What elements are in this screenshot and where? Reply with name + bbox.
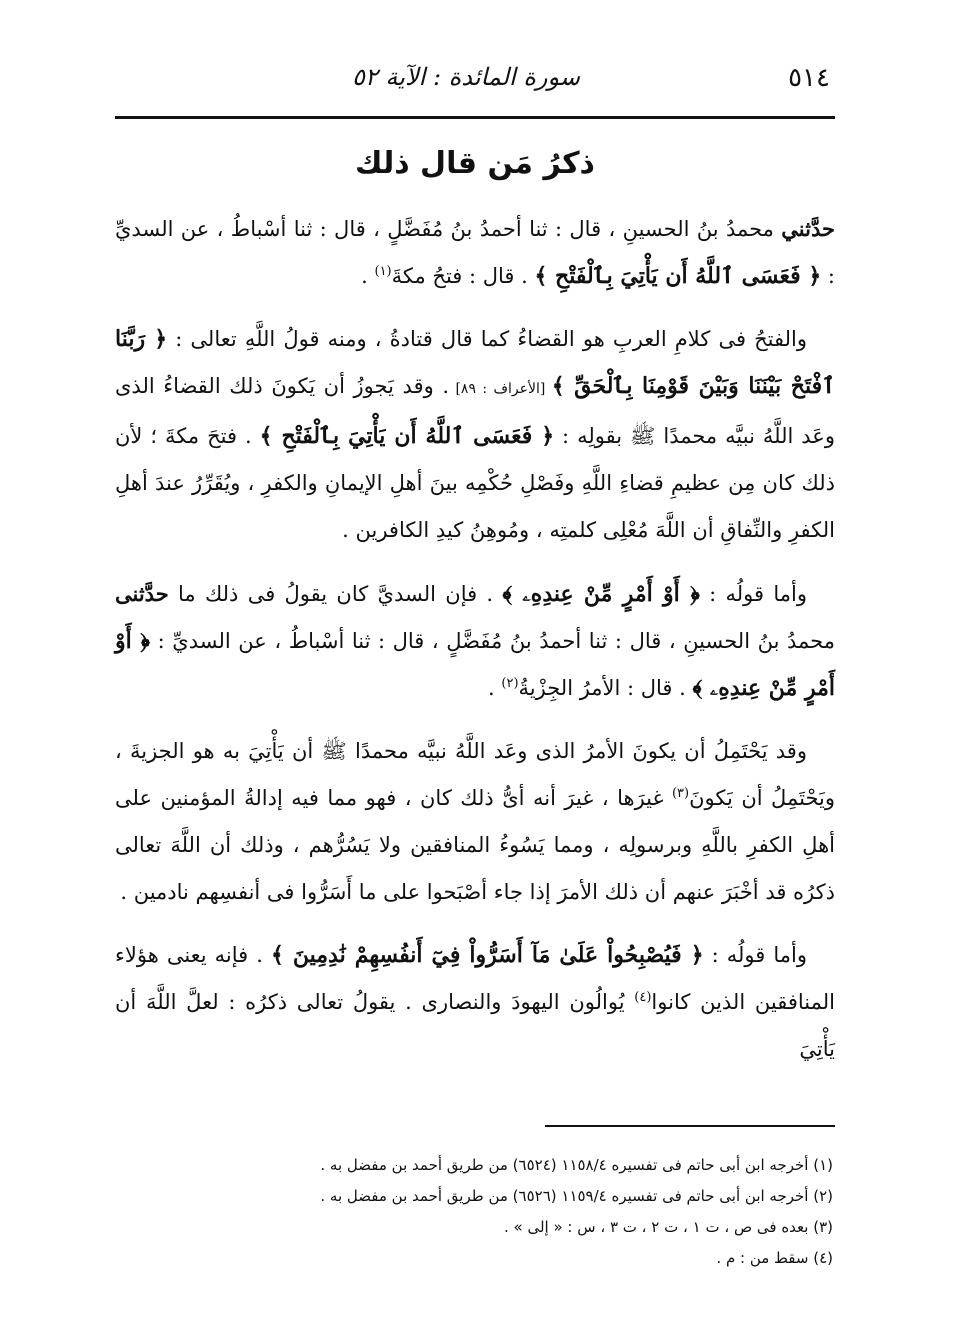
paragraph-2 — [115, 316, 835, 554]
paragraph-3 — [115, 570, 835, 712]
paragraph-text: غيرَها ، غيرَ أنه أىُّ ذلك كان ، فهو مما فيه إدالةُ المؤمنين على أهلِ الكفرِ باللَّهِ وبرسولِه ، ومما يَسُوءُ المنافقين ولا يَسُرُّهم ، وذلك أن اللَّهَ تعالى ذكرُه قد أخْبَرَ عنهم أن ذلك الأمرَ إذا جاء أصْبَحوا على ما أَسَرُّوا فى أنفسِهم نادمين . — [115, 786, 835, 904]
paragraph-text: . فإنه يعنى هؤلاء المنافقين الذين كانوا — [115, 943, 835, 1014]
paragraph-4 — [115, 728, 835, 916]
footnote-rule — [545, 1125, 835, 1127]
footnote-marker[interactable]: (٣) — [671, 786, 690, 801]
paragraph-text: وأما قولُه : — [703, 943, 807, 967]
body-text — [115, 205, 835, 1089]
paragraph-text: . — [361, 264, 375, 288]
paragraph-text: . قال : فتحُ مكةَ — [391, 264, 535, 288]
hadith-lead: حدَّثنى — [115, 581, 169, 606]
footnotes — [115, 1150, 833, 1274]
footnote-marker[interactable]: (٢) — [501, 676, 519, 691]
paragraph-5 — [115, 932, 835, 1073]
paragraph-text: محمدُ بنُ الحسينِ ، قال : ثنا أحمدُ بنُ مُفَضَّلٍ ، قال : ثنا أسْباطُ ، عن السديِّ : — [115, 217, 835, 288]
running-title: سورة المائدة : الآية ٥٢ — [352, 63, 580, 91]
paragraph-text: وقد يَحْتَمِلُ أن يكونَ الأمرُ الذى وعَد اللَّهُ نبيَّه محمدًا ﷺ أن يَأْتِيَ به هو الجزيةَ ، ويَحْتَمِلُ أن يَكونَ — [115, 739, 835, 810]
quran-verse: ﴿ رَبَّنَا ٱفْتَحْ بَيْنَنَا وَبَيْنَ قَوْمِنَا بِٱلْحَقِّ ﴾ — [115, 326, 835, 399]
footnote-2: (٢) أخرجه ابن أبى حاتم فى تفسيره ١١٥٩/٤ (٦٥٢٦) من طريق أحمد بن مفضل به . — [320, 1187, 833, 1205]
paragraph-text: . فتحَ مكةَ ؛ لأن ذلك كان مِن عظيمِ قضاءِ اللَّهِ وفَصْلِ حُكْمِه بينَ أهلِ الإيمانِ والكفرِ ، ويُقَرِّرُ عندَ أهلِ الكفرِ والنِّفاقِ أن اللَّهَ مُعْلِى كلمتِه ، ومُوهِنُ كيدِ الكافرين . — [115, 424, 835, 542]
page-header — [120, 55, 830, 105]
paragraph-text: . — [488, 676, 502, 700]
page-number: ٥١٤ — [788, 63, 830, 93]
quran-verse: ﴿ فَعَسَى ٱللَّهُ أَن يَأْتِيَ بِٱلْفَتْحِ ﴾ — [259, 423, 555, 449]
paragraph-text: . فإن السديَّ كان يقولُ فى ذلك ما — [168, 582, 503, 606]
paragraph-text: والفتحُ فى كلامِ العربِ هو القضاءُ كما قال قتادةُ ، ومنه قولُ اللَّهِ تعالى : — [167, 327, 807, 351]
footnote-marker[interactable]: (١) — [374, 264, 392, 279]
footnote-3: (٣) بعده فى ص ، ت ١ ، ت ٢ ، ت ٣ ، س : « إلى » . — [504, 1218, 833, 1236]
paragraph-text: . قال : الأمرُ الجِزْيةُ — [518, 676, 693, 700]
header-rule — [115, 116, 835, 119]
quran-verse: ﴿ فَيُصْبِحُواْ عَلَىٰ مَآ أَسَرُّواْ فِيٓ أَنفُسِهِمْ نَٰدِمِينَ ﴾ — [270, 942, 704, 968]
quran-verse: ﴿ أَوْ أَمْرٍ مِّنْ عِندِهِۦ ﴾ — [502, 581, 700, 607]
paragraph-text: . وقد يَجوزُ أن يَكونَ ذلك القضاءُ الذى وعَد اللَّهُ نبيَّه محمدًا ﷺ بقولِه : — [115, 374, 835, 448]
paragraph-text: محمدُ بنُ الحسينِ ، قال : ثنا أحمدُ بنُ مُفَضَّلٍ ، قال : ثنا أسْباطُ ، عن السديِّ : — [150, 629, 835, 653]
hadith-lead: حدَّثني — [781, 216, 835, 241]
paragraph-text: يُوالُون اليهودَ والنصارى . يقولُ تعالى ذكرُه : لعلَّ اللَّهَ أن يَأْتِيَ — [115, 990, 835, 1061]
section-heading: ذكرُ مَن قال ذلك — [355, 146, 595, 181]
verse-reference: [الأعراف : ٨٩] — [449, 381, 552, 397]
quran-verse: ﴿ فَعَسَى ٱللَّهُ أَن يَأْتِيَ بِٱلْفَتْحِ ﴾ — [534, 263, 822, 289]
paragraph-text: وأما قولُه : — [699, 582, 807, 606]
paragraph-1 — [115, 205, 835, 300]
footnote-1: (١) أخرجه ابن أبى حاتم فى تفسيره ١١٥٨/٤ (٦٥٢٤) من طريق أحمد بن مفضل به . — [320, 1156, 833, 1174]
footnote-4: (٤) سقط من : م . — [716, 1249, 833, 1267]
quran-verse: ﴿ أَوْ أَمْرٍ مِّنْ عِندِهِۦ ﴾ — [115, 628, 835, 701]
footnote-marker[interactable]: (٤) — [634, 990, 652, 1005]
